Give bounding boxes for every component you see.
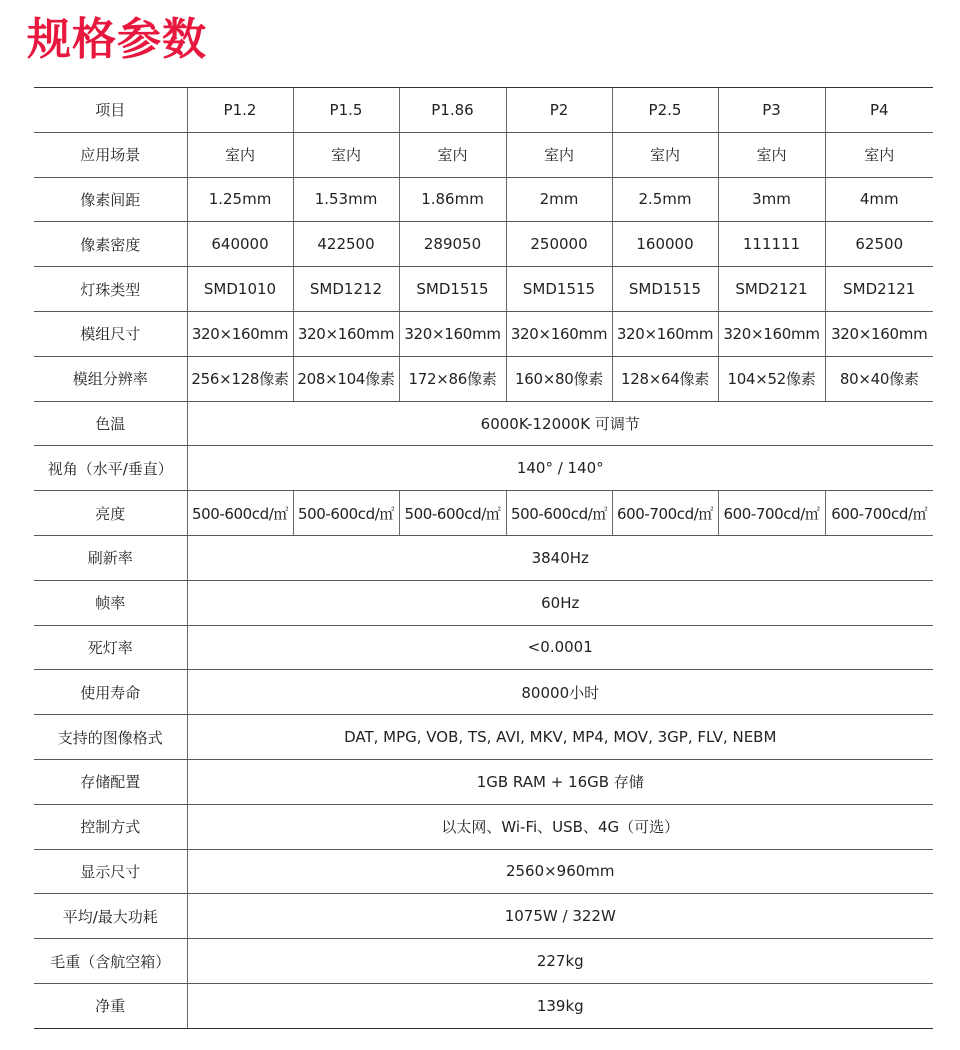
- row-label: 净重: [34, 983, 187, 1028]
- row-label: 支持的图像格式: [34, 715, 187, 760]
- table-cell: 111111: [718, 222, 825, 267]
- table-cell: SMD1515: [399, 267, 506, 312]
- table-cell: 208×104像素: [293, 356, 399, 401]
- row-label: 存储配置: [34, 759, 187, 804]
- row-label: 控制方式: [34, 804, 187, 849]
- table-cell: 172×86像素: [399, 356, 506, 401]
- table-row: [34, 983, 933, 1028]
- table-cell: 160000: [612, 222, 718, 267]
- table-row: [34, 311, 933, 356]
- table-cell: 422500: [293, 222, 399, 267]
- table-cell: 室内: [293, 132, 399, 177]
- table-cell-span: 1GB RAM + 16GB 存储: [187, 759, 933, 804]
- table-cell: SMD2121: [825, 267, 933, 312]
- row-label: 视角（水平/垂直）: [34, 446, 187, 491]
- table-cell-span: 2560×960mm: [187, 849, 933, 894]
- row-label: 帧率: [34, 580, 187, 625]
- table-cell: 500-600cd/㎡: [399, 491, 506, 536]
- table-cell: 3mm: [718, 177, 825, 222]
- table-row: [34, 715, 933, 760]
- row-label: 使用寿命: [34, 670, 187, 715]
- table-row: [34, 670, 933, 715]
- table-row: [34, 580, 933, 625]
- table-cell: 160×80像素: [506, 356, 612, 401]
- table-cell: 600-700cd/㎡: [612, 491, 718, 536]
- table-cell: 320×160mm: [825, 311, 933, 356]
- table-cell: 室内: [506, 132, 612, 177]
- table-cell: 128×64像素: [612, 356, 718, 401]
- table-cell: 1.53mm: [293, 177, 399, 222]
- row-label: 项目: [34, 88, 187, 133]
- table-row: [34, 535, 933, 580]
- table-cell: 1.86mm: [399, 177, 506, 222]
- row-label: 像素密度: [34, 222, 187, 267]
- table-cell: 室内: [825, 132, 933, 177]
- model-header: P1.5: [293, 88, 399, 133]
- table-cell: SMD2121: [718, 267, 825, 312]
- table-cell: 104×52像素: [718, 356, 825, 401]
- table-cell-span: <0.0001: [187, 625, 933, 670]
- table-cell-span: 140° / 140°: [187, 446, 933, 491]
- row-label: 灯珠类型: [34, 267, 187, 312]
- row-label: 毛重（含航空箱）: [34, 939, 187, 984]
- model-header: P3: [718, 88, 825, 133]
- table-cell: 640000: [187, 222, 293, 267]
- table-cell: 室内: [399, 132, 506, 177]
- table-cell-span: 6000K-12000K 可调节: [187, 401, 933, 446]
- table-row: [34, 894, 933, 939]
- table-row: [34, 849, 933, 894]
- table-header-row: [34, 88, 933, 133]
- model-header: P2.5: [612, 88, 718, 133]
- page-title: 规格参数: [27, 14, 207, 65]
- table-row: [34, 356, 933, 401]
- table-cell: SMD1515: [506, 267, 612, 312]
- model-header: P2: [506, 88, 612, 133]
- table-cell: 2.5mm: [612, 177, 718, 222]
- table-cell: 500-600cd/㎡: [187, 491, 293, 536]
- row-label: 刷新率: [34, 535, 187, 580]
- table-cell: 4mm: [825, 177, 933, 222]
- table-cell: 250000: [506, 222, 612, 267]
- table-cell-span: 139kg: [187, 983, 933, 1028]
- model-header: P4: [825, 88, 933, 133]
- table-row: [34, 939, 933, 984]
- table-cell: 500-600cd/㎡: [506, 491, 612, 536]
- table-row: [34, 267, 933, 312]
- row-label: 亮度: [34, 491, 187, 536]
- table-cell: 室内: [187, 132, 293, 177]
- row-label: 像素间距: [34, 177, 187, 222]
- table-cell-span: 227kg: [187, 939, 933, 984]
- table-cell: 320×160mm: [612, 311, 718, 356]
- table-cell: 600-700cd/㎡: [825, 491, 933, 536]
- table-cell: 320×160mm: [399, 311, 506, 356]
- table-cell: 600-700cd/㎡: [718, 491, 825, 536]
- table-row: [34, 222, 933, 267]
- table-row: [34, 177, 933, 222]
- table-cell-span: 3840Hz: [187, 535, 933, 580]
- table-cell: 256×128像素: [187, 356, 293, 401]
- table-cell: 500-600cd/㎡: [293, 491, 399, 536]
- table-cell: SMD1212: [293, 267, 399, 312]
- table-cell: SMD1515: [612, 267, 718, 312]
- row-label: 色温: [34, 401, 187, 446]
- table-row: [34, 132, 933, 177]
- table-cell: SMD1010: [187, 267, 293, 312]
- row-label: 模组分辨率: [34, 356, 187, 401]
- table-cell: 62500: [825, 222, 933, 267]
- table-cell-span: 以太网、Wi-Fi、USB、4G（可选）: [187, 804, 933, 849]
- row-label: 显示尺寸: [34, 849, 187, 894]
- table-cell: 1.25mm: [187, 177, 293, 222]
- table-cell: 320×160mm: [293, 311, 399, 356]
- row-label: 模组尺寸: [34, 311, 187, 356]
- table-cell-span: 80000小时: [187, 670, 933, 715]
- table-cell: 320×160mm: [506, 311, 612, 356]
- table-row: [34, 625, 933, 670]
- row-label: 应用场景: [34, 132, 187, 177]
- table-cell-span: 60Hz: [187, 580, 933, 625]
- table-cell: 80×40像素: [825, 356, 933, 401]
- table-cell-span: 1075W / 322W: [187, 894, 933, 939]
- table-row: [34, 401, 933, 446]
- table-row: [34, 491, 933, 536]
- table-cell: 320×160mm: [187, 311, 293, 356]
- table-row: [34, 446, 933, 491]
- row-label: 死灯率: [34, 625, 187, 670]
- row-label: 平均/最大功耗: [34, 894, 187, 939]
- spec-table: [34, 87, 933, 1029]
- table-cell: 室内: [718, 132, 825, 177]
- table-cell-span: DAT, MPG, VOB, TS, AVI, MKV, MP4, MOV, 3GP, FLV, NEBM: [187, 715, 933, 760]
- model-header: P1.86: [399, 88, 506, 133]
- table-cell: 320×160mm: [718, 311, 825, 356]
- table-cell: 289050: [399, 222, 506, 267]
- table-row: [34, 759, 933, 804]
- table-cell: 室内: [612, 132, 718, 177]
- model-header: P1.2: [187, 88, 293, 133]
- table-cell: 2mm: [506, 177, 612, 222]
- table-row: [34, 804, 933, 849]
